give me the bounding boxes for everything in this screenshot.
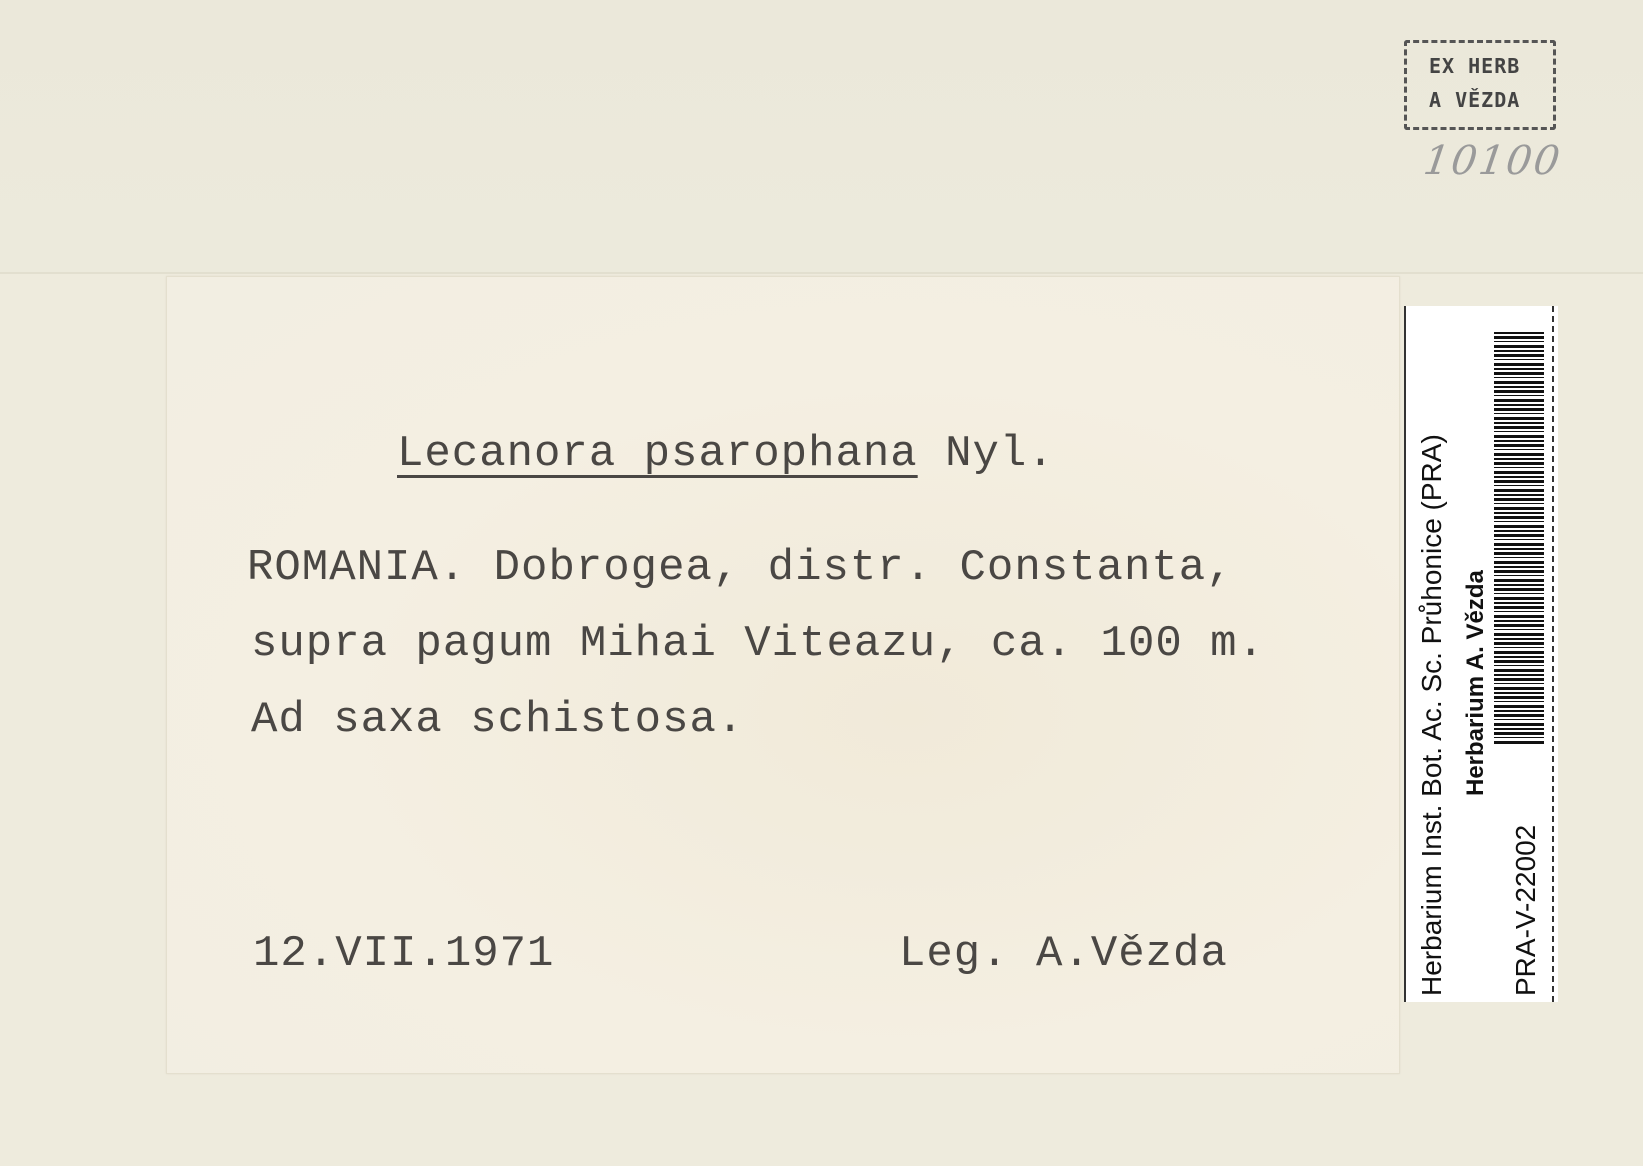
collector: Leg. A.Vězda [899, 929, 1228, 979]
ex-herb-stamp [1404, 40, 1556, 130]
cut-line [1552, 306, 1554, 1002]
catalog-number: PRA-V-22002 [1510, 824, 1541, 996]
habitat-line: Ad saxa schistosa. [251, 695, 745, 745]
locality-line-1: ROMANIA. Dobrogea, distr. Constanta, [247, 543, 1234, 593]
herbarium-sheet-top [0, 0, 1643, 274]
stamp-line-1: EX HERB [1429, 54, 1521, 78]
institution-barcode-label [1404, 306, 1558, 1002]
specimen-label [166, 276, 1400, 1074]
handwritten-number: 10100 [1420, 138, 1565, 184]
collection-date: 12.VII.1971 [253, 929, 555, 979]
collection-name: Herbarium A. Vězda [1462, 570, 1489, 796]
species-title [397, 429, 1055, 479]
locality-line-2: supra pagum Mihai Viteazu, ca. 100 m. [251, 619, 1265, 669]
herbarium-name: Herbarium Inst. Bot. Ac. Sc. Průhonice (PRA) [1416, 434, 1447, 996]
species-author: Nyl. [945, 429, 1055, 479]
species-name: Lecanora psarophana [397, 429, 918, 479]
barcode [1494, 332, 1544, 744]
stamp-line-2: A VĚZDA [1429, 88, 1521, 112]
